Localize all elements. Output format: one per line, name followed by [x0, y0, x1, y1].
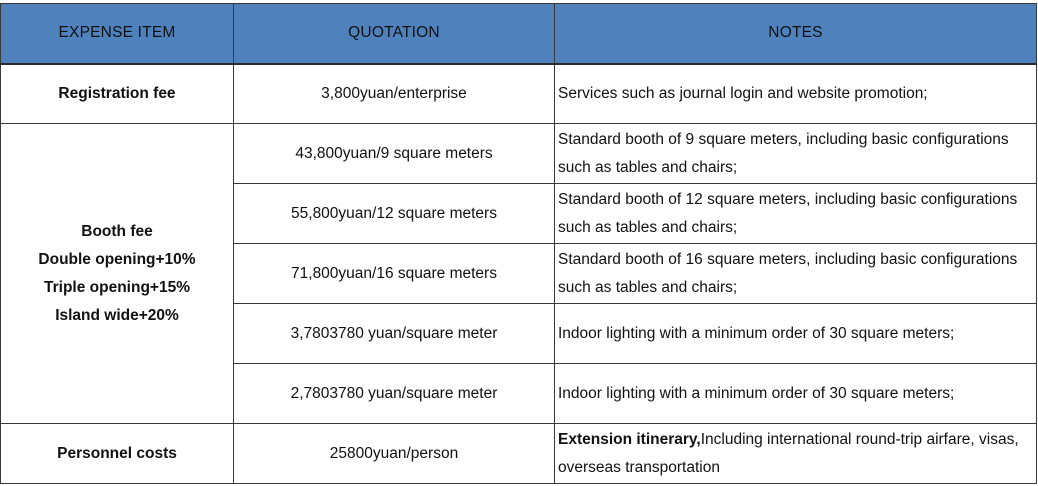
note-cell — [555, 244, 1037, 304]
note-cell — [555, 124, 1037, 184]
note-text: Standard booth of 16 square meters, including basic configurations such as tables and chairs; — [558, 250, 1018, 296]
note-cell — [555, 304, 1037, 364]
note-text: Including international round-trip airfare, visas, overseas transportation — [558, 430, 1019, 476]
note-text: Indoor lighting with a minimum order of 30 square meters; — [558, 384, 955, 402]
note-text: Standard booth of 9 square meters, including basic configurations such as tables and chairs; — [558, 130, 1009, 176]
expense-item-label: Personnel costs — [57, 444, 177, 462]
expense-table — [0, 3, 1037, 484]
table-header — [1, 4, 1037, 64]
quotation-cell: 3,7803780 yuan/square meter — [234, 304, 555, 364]
expense-item-cell — [1, 424, 234, 484]
quotation-cell: 3,800yuan/enterprise — [234, 64, 555, 124]
expense-item-label: Registration fee — [58, 84, 176, 102]
expense-item-cell — [1, 64, 234, 124]
table-row — [1, 424, 1037, 484]
note-cell — [555, 424, 1037, 484]
quotation-cell: 2,7803780 yuan/square meter — [234, 364, 555, 424]
note-text: Standard booth of 12 square meters, including basic configurations such as tables and chairs; — [558, 190, 1018, 236]
table-body — [1, 64, 1037, 484]
expense-item-surcharge: Double opening+10% — [38, 250, 196, 268]
expense-item-surcharge: Island wide+20% — [55, 306, 179, 324]
quotation-cell: 43,800yuan/9 square meters — [234, 124, 555, 184]
quotation-cell: 71,800yuan/16 square meters — [234, 244, 555, 304]
quotation-cell: 25800yuan/person — [234, 424, 555, 484]
note-cell — [555, 184, 1037, 244]
expense-item-surcharge: Triple opening+15% — [44, 278, 190, 296]
note-cell — [555, 364, 1037, 424]
header-notes: NOTES — [555, 4, 1037, 64]
note-lead: Extension itinerary, — [558, 430, 701, 448]
header-quotation: QUOTATION — [234, 4, 555, 64]
expense-item-label: Booth fee — [81, 222, 153, 240]
header-row — [1, 4, 1037, 64]
note-text: Indoor lighting with a minimum order of 30 square meters; — [558, 324, 955, 342]
table-row — [1, 124, 1037, 184]
table-row — [1, 64, 1037, 124]
quotation-cell: 55,800yuan/12 square meters — [234, 184, 555, 244]
note-text: Services such as journal login and website promotion; — [558, 84, 928, 102]
expense-item-cell — [1, 124, 234, 424]
header-expense-item: EXPENSE ITEM — [1, 4, 234, 64]
note-cell — [555, 64, 1037, 124]
